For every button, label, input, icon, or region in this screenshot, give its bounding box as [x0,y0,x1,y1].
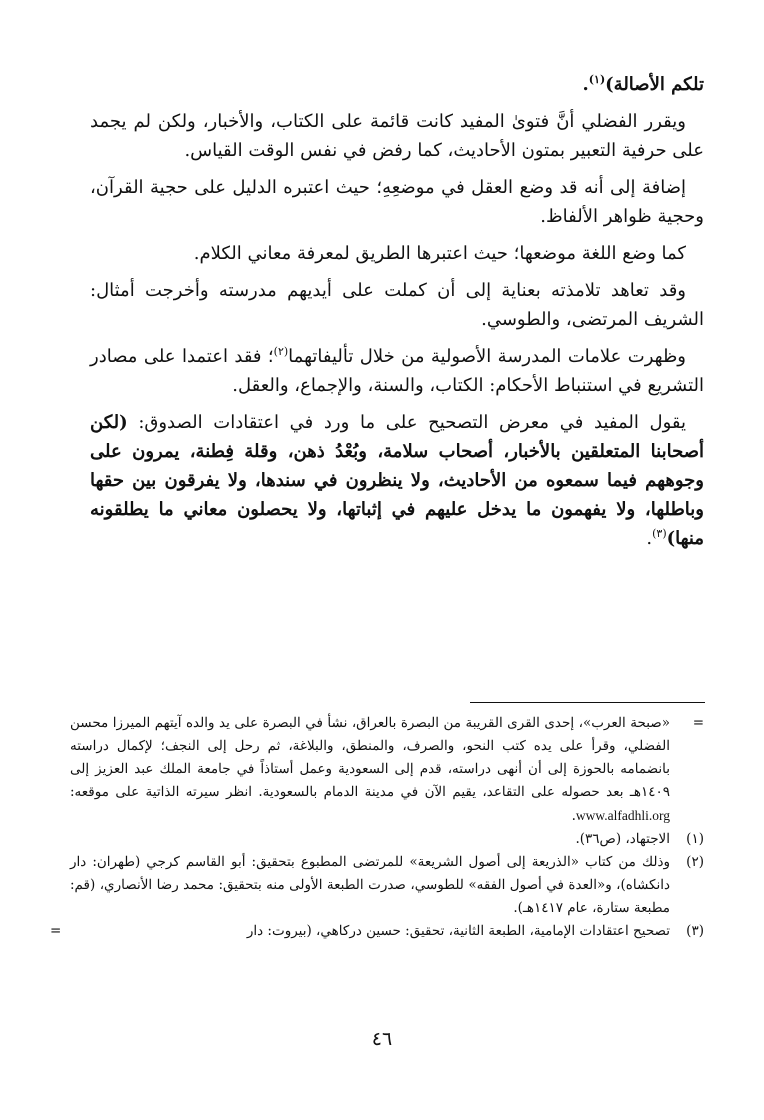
footnote-1-mark: (١) [686,831,704,847]
footnote-ref-1: (١) [588,73,606,86]
footnote-1-text: الاجتهاد، (ص٣٦). [575,831,670,847]
continuation-end: . [571,808,576,824]
footnote-3 [50,920,704,943]
p1-text: تلكم الأصالة) [605,74,704,95]
website-link: www.alfadhli.org [575,808,670,823]
footnote-2-mark: (٢) [686,854,704,870]
p6-before: وظهرت علامات المدرسة الأصولية من خلال تأليفاتهما [288,346,686,367]
footnote-2 [70,851,704,920]
paragraph-5: وقد تعاهد تلامذته بعناية إلى أن كملت على أيديهم مدرسته وأخرجت أمثال: الشريف المرتضى، والطوسي. [90,280,704,330]
continuation-mark: = [692,715,704,731]
page-number: ٤٦ [371,1028,393,1050]
footnotes [50,712,704,943]
paragraph-7 [90,408,704,553]
footnote-ref-2: (٢) [273,345,289,358]
continues-mark: = [50,923,62,939]
footnote-1 [70,828,704,851]
footnote-3-mark: (٣) [686,923,704,939]
footnote-2-text: وذلك من كتاب «الذريعة إلى أصول الشريعة» للمرتضى المطبوع بتحقيق: أبو القاسم كرجي (طهران: دار دانكشاه)، و«العدة في أصول الفقه» للطوسي، صدرت الطبعة الأولى منه بتحقيق: محمد رضا الأنصاري، (قم: مطبعة ستارة، عام ١٤١٧هـ). [70,854,670,916]
paragraph-2: ويقرر الفضلي أنَّ فتوىٰ المفيد كانت قائمة على الكتاب، والأخبار، ولكن لم يجمد على حرفية التعبير بمتون الأحاديث، كما رفض في نفس الوقت القياس. [90,111,704,161]
p6-after: ؛ فقد اعتمدا على مصادر التشريع في استنباط الأحكام: الكتاب، والسنة، والإجماع، والعقل. [90,346,704,396]
p1-tail: . [582,74,589,95]
p7-tail: . [646,528,653,549]
paragraph-3: إضافة إلى أنه قد وضع العقل في موضعِهِ؛ حيث اعتبره الدليل على حجية القرآن، وحجية ظواهر الألفاظ. [90,177,704,227]
footnote-separator [470,702,705,703]
p7-intro: يقول المفيد في معرض التصحيح على ما ورد في اعتقادات الصدوق: [138,412,686,433]
paragraph-6 [90,342,704,400]
paragraph-4: كما وضع اللغة موضعها؛ حيث اعتبرها الطريق لمعرفة معاني الكلام. [193,243,686,264]
p7-quote: (لكن أصحابنا المتعلقين بالأخبار، أصحاب سلامة، وبُعْدُ ذهن، وقلة فِطنة، يمرون على وجوههم فيما سمعوه من الأحاديث، ولا ينظرون في سندها، ولا يفرقون بين حقها وباطلها، ولا يفهمون ما يدخل عليهم في إثباتها، ولا يحصلون معاني ما يطلقونه منها) [90,412,704,549]
footnote-continuation [70,712,704,828]
main-text [90,70,704,561]
paragraph-1 [90,70,704,99]
footnote-3-text: تصحيح اعتقادات الإمامية، الطبعة الثانية، تحقيق: حسين دركاهي، (بيروت: دار [246,923,670,939]
footnote-ref-3: (٣) [652,527,667,540]
continuation-text: «صبحة العرب»، إحدى القرى القريبة من البصرة بالعراق، نشأ في البصرة على يد والده آيتهم الميرزا محسن الفضلي، وقرأ على يده كتب النحو، والصرف، والمنطق، والبلاغة، ثم رحل إلى النجف؛ لإكمال دراسته بانضمامه بالحوزة إلى أن أنهى دراسته، قدم إلى السعودية وعمل أستاذاً في جامعة الملك عبد العزيز إلى ١٤٠٩هـ بعد حصوله على التقاعد، يقيم الآن في مدينة الدمام بالسعودية. انظر سيرته الذاتية على موقعه: [70,715,670,800]
